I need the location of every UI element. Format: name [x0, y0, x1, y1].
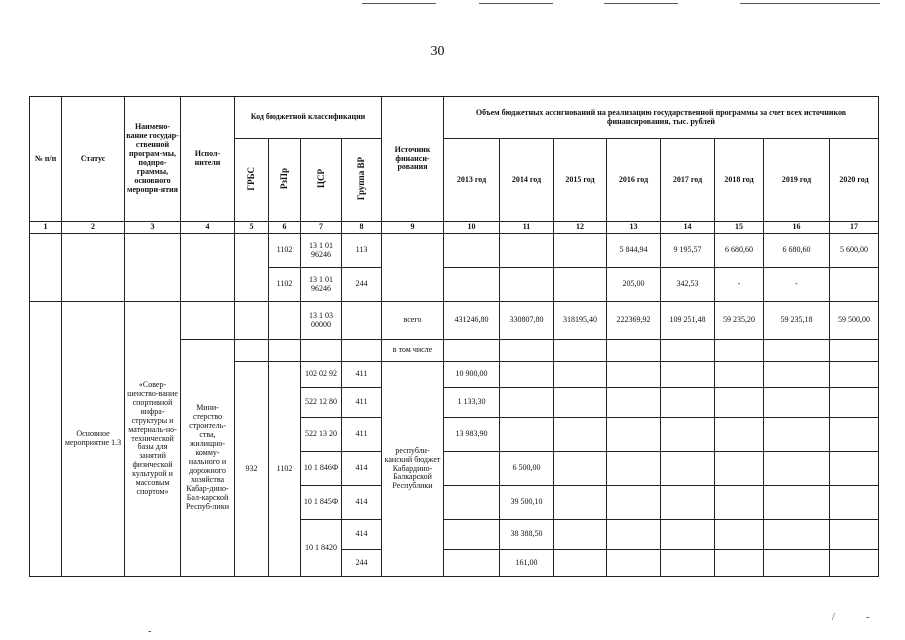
cell-value [661, 340, 715, 362]
col-number: 5 [235, 222, 269, 234]
cell-value [764, 520, 830, 550]
cell-value [830, 520, 879, 550]
cell-value [715, 486, 764, 520]
cell-rzpr: 1102 [269, 362, 301, 577]
header-year: 2019 год [764, 139, 830, 222]
cell-value [500, 418, 554, 452]
cell-rzpr: 1102 [269, 268, 301, 302]
cell-vr: 411 [342, 418, 382, 452]
header-source: Источник финанси-рования [382, 97, 444, 222]
cell-value [444, 550, 500, 577]
cell-csr: 102 02 92 [301, 362, 342, 388]
scan-line [479, 3, 553, 4]
header-name: Наимено-вание государ-ственной програм-мы, подпро-граммы, основного меропри-ятия [125, 97, 181, 222]
cell-value [661, 362, 715, 388]
cell-value [715, 362, 764, 388]
cell-value: 431246,80 [444, 302, 500, 340]
cell-value [500, 268, 554, 302]
cell-value: 109 251,48 [661, 302, 715, 340]
cell-value [764, 340, 830, 362]
cell-value: 6 500,00 [500, 452, 554, 486]
col-number: 14 [661, 222, 715, 234]
col-number: 7 [301, 222, 342, 234]
cell [269, 302, 301, 340]
header-grbs: ГРБС [235, 139, 269, 222]
header-year: 2018 год [715, 139, 764, 222]
cell-value [554, 550, 607, 577]
cell-value [607, 418, 661, 452]
cell-value: 205,00 [607, 268, 661, 302]
col-number: 2 [62, 222, 125, 234]
cell-value [444, 486, 500, 520]
header-executors: Испол-нители [181, 97, 235, 222]
cell-value [830, 452, 879, 486]
cell-value [764, 550, 830, 577]
cell-value [607, 388, 661, 418]
table-row [30, 234, 879, 268]
header-bk-code: Код бюджетной классификации [235, 97, 382, 139]
cell [382, 234, 444, 302]
cell-vr: 414 [342, 520, 382, 550]
cell-value [830, 550, 879, 577]
col-number: 13 [607, 222, 661, 234]
cell-value [554, 234, 607, 268]
cell-value [764, 486, 830, 520]
cell-value [500, 234, 554, 268]
scan-mark: - [866, 612, 870, 623]
cell-value [830, 268, 879, 302]
cell-value [830, 340, 879, 362]
header-year: 2014 год [500, 139, 554, 222]
scan-line [604, 3, 678, 4]
cell-value [715, 388, 764, 418]
cell-value: 330807,80 [500, 302, 554, 340]
cell-value [607, 452, 661, 486]
cell-csr: 10 1 845Ф [301, 486, 342, 520]
col-number: 3 [125, 222, 181, 234]
cell-csr: 522 13 20 [301, 418, 342, 452]
cell-value: 10 900,00 [444, 362, 500, 388]
cell-vr: 414 [342, 452, 382, 486]
cell-vr [342, 302, 382, 340]
cell-grbs: 932 [235, 362, 269, 577]
cell-value [444, 520, 500, 550]
cell-csr: 13 1 01 96246 [301, 234, 342, 268]
cell-value [830, 362, 879, 388]
cell-value [554, 268, 607, 302]
cell-value [444, 452, 500, 486]
cell-vr: 244 [342, 268, 382, 302]
cell-value: 59 235,20 [715, 302, 764, 340]
col-number: 6 [269, 222, 301, 234]
cell [30, 234, 62, 302]
cell-vr: 244 [342, 550, 382, 577]
scan-mark: - [148, 626, 152, 637]
cell-value [444, 268, 500, 302]
cell-value [554, 452, 607, 486]
cell-value [830, 388, 879, 418]
cell [235, 234, 269, 302]
cell-value [554, 362, 607, 388]
cell-value: 39 500,10 [500, 486, 554, 520]
col-number: 1 [30, 222, 62, 234]
cell [125, 234, 181, 302]
cell [181, 302, 235, 340]
cell [301, 340, 342, 362]
header-status: Статус [62, 97, 125, 222]
cell-csr: 10 1 8420 [301, 520, 342, 577]
scan-line [740, 3, 880, 4]
cell-csr: 522 12 80 [301, 388, 342, 418]
header-num: № п/п [30, 97, 62, 222]
cell-value [764, 388, 830, 418]
cell [235, 340, 269, 362]
cell-vr: 411 [342, 388, 382, 418]
cell-value: 342,53 [661, 268, 715, 302]
header-year: 2015 год [554, 139, 607, 222]
cell-vr: 411 [342, 362, 382, 388]
cell-value [444, 340, 500, 362]
cell-value [715, 520, 764, 550]
cell-value [607, 520, 661, 550]
cell-value [607, 362, 661, 388]
cell [269, 340, 301, 362]
cell-value: - [715, 268, 764, 302]
header-year: 2016 год [607, 139, 661, 222]
cell-value [764, 362, 830, 388]
header-year: 2020 год [830, 139, 879, 222]
cell-value [661, 388, 715, 418]
cell-vr: 414 [342, 486, 382, 520]
page-number: 30 [430, 44, 445, 59]
col-number: 4 [181, 222, 235, 234]
cell-value [500, 362, 554, 388]
cell-value [500, 388, 554, 418]
cell-rzpr: 1102 [269, 234, 301, 268]
cell-value: 5 844,94 [607, 234, 661, 268]
cell-vr: 113 [342, 234, 382, 268]
col-number: 10 [444, 222, 500, 234]
header-vr: Группа ВР [342, 139, 382, 222]
measure-executor: Мини-стерство строитель-ства, жилищно-комму-нального и дорожного хозяйства Кабар-дино-Бал-карской Респуб-лики [181, 340, 235, 577]
col-number: 12 [554, 222, 607, 234]
cell-value [554, 520, 607, 550]
cell-value [715, 340, 764, 362]
cell-value [661, 452, 715, 486]
budget-table [29, 96, 879, 577]
scan-line [362, 3, 436, 4]
cell-value [554, 486, 607, 520]
cell-value [607, 340, 661, 362]
cell-value [554, 340, 607, 362]
cell-csr: 10 1 846Ф [301, 452, 342, 486]
cell-value: 59 235,18 [764, 302, 830, 340]
cell [62, 234, 125, 302]
col-number: 15 [715, 222, 764, 234]
cell-value [500, 340, 554, 362]
source-including: в том числе [382, 340, 444, 362]
measure-status: Основное мероприятие 1.3 [62, 302, 125, 577]
header-row [30, 97, 879, 139]
cell [235, 302, 269, 340]
cell-value: 13 983,90 [444, 418, 500, 452]
measure-name: «Совер-шенство-вание спортивной инфра-структуры и материаль-но-технической базы для занятий физической культурой и массовым спортом» [125, 302, 181, 577]
cell-value [661, 486, 715, 520]
cell-value [607, 550, 661, 577]
col-number: 9 [382, 222, 444, 234]
cell-value: 6 680,60 [715, 234, 764, 268]
cell-value: 38 388,50 [500, 520, 554, 550]
header-rzpr: РзПр [269, 139, 301, 222]
scan-mark: / [832, 612, 835, 623]
cell-value [764, 418, 830, 452]
header-volume: Объем бюджетных ассигнований на реализацию государственной программы за счет всех источников финансирования, тыс. рублей [444, 97, 879, 139]
cell-value: 6 680,60 [764, 234, 830, 268]
cell-num [30, 302, 62, 577]
cell-value [830, 486, 879, 520]
cell-value [830, 418, 879, 452]
cell-value [661, 520, 715, 550]
header-csr: ЦСР [301, 139, 342, 222]
cell-value [661, 550, 715, 577]
header-year: 2017 год [661, 139, 715, 222]
col-number: 11 [500, 222, 554, 234]
cell-value: 1 133,30 [444, 388, 500, 418]
cell-value [661, 418, 715, 452]
cell-value [715, 418, 764, 452]
col-number: 16 [764, 222, 830, 234]
cell-csr: 13 1 01 96246 [301, 268, 342, 302]
col-number: 8 [342, 222, 382, 234]
cell [181, 234, 235, 302]
header-year: 2013 год [444, 139, 500, 222]
col-number: 17 [830, 222, 879, 234]
cell-csr: 13 1 03 00000 [301, 302, 342, 340]
cell-value: 222369,92 [607, 302, 661, 340]
cell-value: 5 600,00 [830, 234, 879, 268]
cell [342, 340, 382, 362]
cell-value [764, 452, 830, 486]
source-total: всего [382, 302, 444, 340]
cell-value [715, 452, 764, 486]
cell-value: 318195,40 [554, 302, 607, 340]
cell-value: 161,00 [500, 550, 554, 577]
cell-value [554, 418, 607, 452]
cell-value [607, 486, 661, 520]
cell-value [444, 234, 500, 268]
cell-value: - [764, 268, 830, 302]
cell-value: 59 500,00 [830, 302, 879, 340]
table-row [30, 302, 879, 340]
source-republic-budget: республи-канский бюджет Кабардино-Балкарской Республики [382, 362, 444, 577]
cell-value [554, 388, 607, 418]
cell-value [715, 550, 764, 577]
column-number-row [30, 222, 879, 234]
cell-value: 9 195,57 [661, 234, 715, 268]
